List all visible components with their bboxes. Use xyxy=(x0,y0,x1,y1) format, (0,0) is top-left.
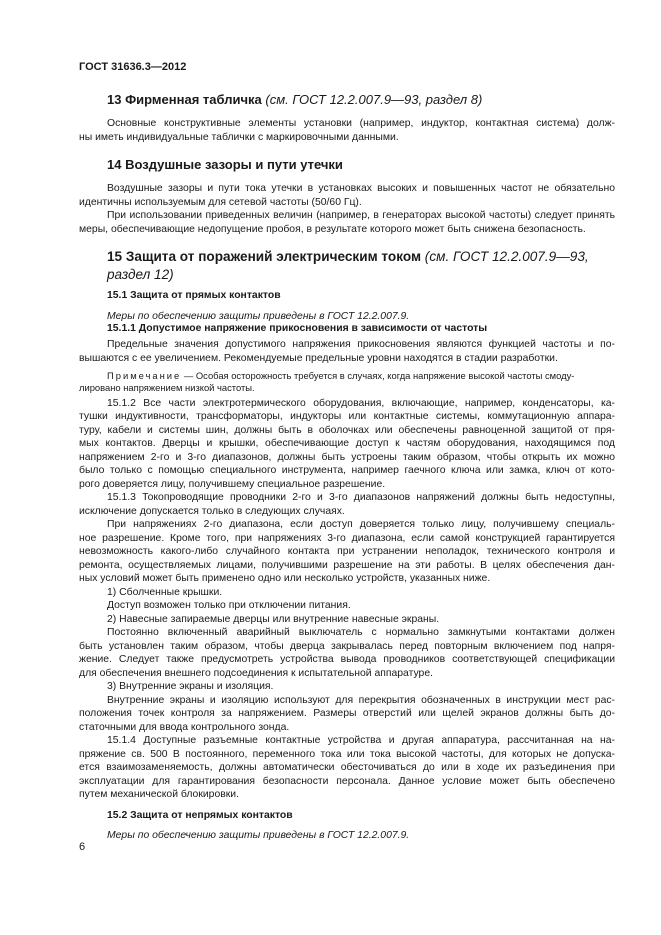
paragraph-line: ное разрешение. Кроме того, при напряжениях 3-го диапазона, если самой конструкцией гарантируется xyxy=(79,533,615,544)
subsection-15-1-heading: 15.1 Защита от прямых контактов xyxy=(107,290,281,301)
paragraph-line: При напряжениях 2-го диапазона, если доступ доверяется только лицу, получившему специаль- xyxy=(107,519,615,530)
section-13-reference: (см. ГОСТ 12.2.007.9—93, раздел 8) xyxy=(265,92,483,107)
paragraph-line: меры, обеспечивающие недопущение пробоя, в результате которого может быть снижена безопасность. xyxy=(79,224,586,235)
note-text: Особая осторожность требуется в случаях, когда напряжение высокой частоты смоду- xyxy=(195,370,575,381)
section-14-heading: 14 Воздушные зазоры и пути утечки xyxy=(107,157,343,172)
section-15-reference-cont: раздел 12) xyxy=(107,267,174,282)
paragraph-line: 15.1.4 Доступные разъемные контактные устройства и другая аппаратура, рассчитанная на на- xyxy=(107,735,615,746)
section-13-heading xyxy=(107,92,482,107)
paragraph-line: напряжением 2-го и 3-го диапазонов, должны быть устроены таким образом, чтобы открыть их можно xyxy=(79,452,615,463)
note-label: Примечание xyxy=(107,370,182,381)
paragraph-line: было только с помощью специального инструмента, например гаечного ключа или замка, ключ от кото- xyxy=(79,465,615,476)
subsection-15-2-heading: 15.2 Защита от непрямых контактов xyxy=(107,810,293,821)
section-15-title: 15 Защита от поражений электрическим током xyxy=(107,249,422,264)
list-item: 3) Внутренние экраны и изоляция. xyxy=(107,681,274,692)
measures-reference: Меры по обеспечению защиты приведены в ГОСТ 12.2.007.9. xyxy=(107,830,410,841)
paragraph-line: Постоянно включенный аварийный выключатель с нормально замкнутыми контактами должен xyxy=(107,627,615,638)
note-dash: — xyxy=(183,370,194,381)
section-15-heading xyxy=(107,248,589,266)
paragraph-line: статочными для ввода контрольного зонда. xyxy=(79,722,290,733)
paragraph-line: Основные конструктивные элементы установки (например, индуктор, контактная система) долж- xyxy=(107,118,615,129)
paragraph-line: эксплуатации для гарантирования безопасности персонала. Данное условие может быть обеспечено xyxy=(79,776,615,787)
paragraph-line: ных условий может быть применено одно или несколько устройств, указанных ниже. xyxy=(79,573,491,584)
paragraph-line: 15.1.2 Все части электротермического оборудования, включающие, например, конденсаторы, ка- xyxy=(107,398,615,409)
paragraph-line: пряжение св. 500 В постоянного, переменного тока или тока высокой частоты, для которых не допуска- xyxy=(79,749,615,760)
paragraph-line: туру, кабели и системы шин, должны быть в оболочках или обеспечены равноценной защитой от пря- xyxy=(79,425,615,436)
section-15-reference: (см. ГОСТ 12.2.007.9—93, xyxy=(424,249,589,264)
paragraph-line: Доступ возможен только при отключении питания. xyxy=(107,600,351,611)
paragraph-line: мых контактов. Дверцы и крышки, обеспечивающие доступ к частям оборудования, находящимся под xyxy=(79,438,615,449)
list-item: 1) Сболченные крышки. xyxy=(107,587,223,598)
paragraph-line: ремонта, осуществляемых лицами, получившими разрешение на эти работы. В целях обеспечения дан- xyxy=(79,560,615,571)
paragraph-line: для обеспечения внешнего подсоединения к испытательной аппаратуре. xyxy=(79,668,433,679)
measures-reference: Меры по обеспечению защиты приведены в ГОСТ 12.2.007.9. xyxy=(107,311,410,322)
subsection-15-1-1-heading: 15.1.1 Допустимое напряжение прикосновения в зависимости от частоты xyxy=(107,323,488,334)
paragraph-line: Воздушные зазоры и пути тока утечки в установках высоких и повышенных частот не обязательно xyxy=(107,183,615,194)
paragraph-line: исключение допускается только в следующих случаях. xyxy=(79,506,345,517)
paragraph-line: жение. Следует также предусмотреть устройства вывода проводников соответствующей спецификации xyxy=(79,654,615,665)
paragraph-line: 15.1.3 Токопроводящие проводники 2-го и 3-го диапазонов напряжений должны быть недоступны, xyxy=(107,492,615,503)
paragraph-line: Внутренние экраны и изоляцию используют для перекрытия обозначенных в инструкции мест рас- xyxy=(107,695,615,706)
document-header-id: ГОСТ 31636.3—2012 xyxy=(79,61,187,73)
paragraph-line: путем механической блокировки. xyxy=(79,789,239,800)
paragraph-line: ны иметь индивидуальные таблички с маркировочными данными. xyxy=(79,132,399,143)
list-item: 2) Навесные запираемые дверцы или внутренние навесные экраны. xyxy=(107,614,440,625)
paragraph-line: При использовании приведенных величин (например, в генераторах высокой частоты) следует принять xyxy=(107,210,615,221)
paragraph-line: быть установлен таким образом, чтобы дверца закрывалась перед повторным включением под напря- xyxy=(79,641,615,652)
section-13-title: 13 Фирменная табличка xyxy=(107,92,262,107)
note-line: лировано напряжением низкой частоты. xyxy=(79,382,255,393)
paragraph-line: невозможность какого-либо случайного контакта при устранении неполадок, технического контроля и xyxy=(79,546,615,557)
paragraph-line: вышаются с ее увеличением. Рекомендуемые предельные уровни находятся в стадии разработки. xyxy=(79,353,558,364)
page-number: 6 xyxy=(79,841,86,853)
paragraph-line: идентичны используемым для сетевой частоты (50/60 Гц). xyxy=(79,197,362,208)
paragraph-line: положения точек контроля за напряжением. Размеры отверстий или щелей экранов должны быть до- xyxy=(79,708,615,719)
paragraph-line: тушки индуктивности, трансформаторы, индукторы или контактные системы, коммутационную аппара- xyxy=(79,411,615,422)
paragraph-line: рого доверяется лицу, получившему специальное разрешение. xyxy=(79,479,386,490)
paragraph-line: ется взаимозаменяемость, должны автоматически обесточиваться до или в ходе их разъединения при xyxy=(79,762,615,773)
paragraph-line: Предельные значения допустимого напряжения прикосновения являются функцией частоты и по- xyxy=(107,339,615,350)
